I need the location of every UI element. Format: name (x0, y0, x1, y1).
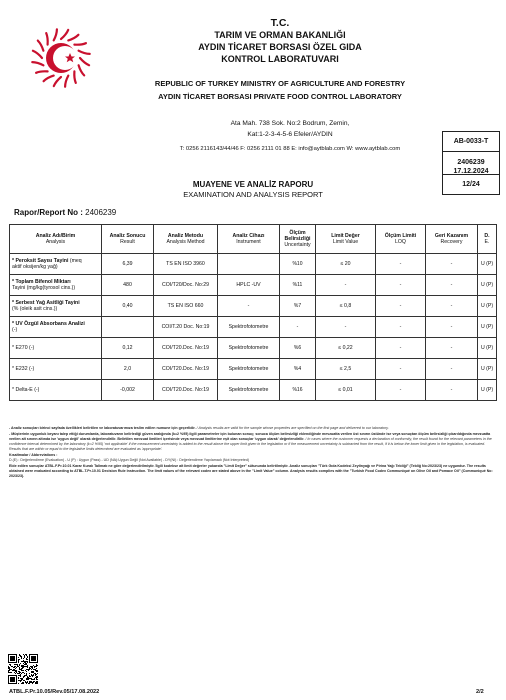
result-cell: 2,0 (102, 359, 154, 380)
report-title-en: EXAMINATION AND ANALYSIS REPORT (183, 190, 323, 199)
reference-number: 2406239 (443, 152, 499, 175)
parameter-subtext: (% (oleik asit cins.)) (12, 306, 58, 312)
recovery-cell: - (426, 338, 478, 359)
parameter-cell (10, 380, 102, 401)
report-number-value: 2406239 (82, 208, 117, 217)
note-2 (9, 432, 496, 452)
result-cell: 0,40 (102, 296, 154, 317)
instrument-cell (218, 254, 280, 275)
column-header (280, 225, 316, 254)
parameter-name: * UV Özgül Absorbans Analizi (12, 321, 85, 327)
instrument-cell: Spektrofotometre (218, 359, 280, 380)
note-3 (9, 464, 496, 479)
parameter-cell (10, 338, 102, 359)
result-cell (102, 317, 154, 338)
note-1 (9, 426, 496, 431)
recovery-cell: - (426, 275, 478, 296)
limit-cell: ≤ 20 (316, 254, 376, 275)
table-row (10, 359, 497, 380)
recovery-cell: - (426, 296, 478, 317)
limit-cell: ≤ 0,22 (316, 338, 376, 359)
parameter-subtext: * E232 (-) (12, 366, 35, 372)
column-header-tr: Limit Değer (331, 233, 360, 239)
method-cell: TS EN ISO 660 (154, 296, 218, 317)
parameter-cell (10, 317, 102, 338)
column-header-en: Limit Value (332, 239, 359, 245)
column-header-en: Analysis (45, 239, 66, 245)
uncertainty-cell: %4 (280, 359, 316, 380)
contact-info: T: 0256 2116143/44/46 F: 0256 2111 01 88 E: info@aytblab.com W: www.aytblab.com (179, 146, 401, 152)
de-cell: U (P) (478, 296, 497, 317)
recovery-cell: - (426, 359, 478, 380)
limit-cell: ≤ 0,8 (316, 296, 376, 317)
note-2-en: / In cases where the customer requests a declaration of conformity, the result found for the relevant parameters in the confidence interval determined by the laboratory (k=2 %95) 'not applicable' if the measurement uncertainty is added to the result above the upper limit given in the legislation or if the measurement uncertainty is subtracted from the result, if it is below the lower limit given in the legislation, is evaluated. Results that are within or equal to the legislative limits determined are evaluated as 'appropriate'. (9, 437, 492, 451)
limit-cell: - (316, 275, 376, 296)
uncertainty-cell: %11 (280, 275, 316, 296)
table-row (10, 275, 497, 296)
note-2-tr: - Müşterinin uygunluk beyanı talep ettiği durumlarda, laboratuvarın belirlediği güven aralığında (k=2 %95) ilgili parametreler için bulunan sonuç; sonuca ölçüm belirsizliği eklendiğinde mevzuatta verilen üst sınırın üstünde ise veya sonuçtan ölçüm belirsizliği çıkarıldığında mevzuatta verilen alt sınırın altında ise 'uygun değil' olarak değerlendirilir. Belirtilen mevzuat limitleri içerisinde veya mevzuat limitlerine eşit olan sonuçlar 'uygun olarak' değerlendirilir. (9, 432, 491, 441)
ministry-logo-icon (29, 26, 93, 90)
note-3-text: Elde edilen sonuçlar ATBL.F.Pr.10.01 Karar Kuralı Talimatı ne göre değerlendirilmiştir. İlgili kodekse ait limit değerler yukarıda "Limit Değer" sütununda belirtilmiştir. Analiz sonuçları "Türk Gıda Kodeksi Zeytinyağı ve Pirina Yağı Tebliği" (Tebliğ No:2023/23) ne uygundur. The results obtained were evaluated according to ATBL.T.Pr.10.01 Decision Rule Instruction. The limit values of the relevant codex are stated above in the "Limit Value" column. Analysis results complies with the "Turkish Food Codex Communiqué on Olive Oil and Pomace Oil" (Communiqué No: 2023/23). (9, 464, 493, 478)
column-header-en: Result (120, 239, 135, 245)
column-header (154, 225, 218, 254)
limit-cell: ≤ 0,01 (316, 380, 376, 401)
column-header (426, 225, 478, 254)
column-header-en: Recovery (440, 239, 463, 245)
parameter-cell (10, 296, 102, 317)
loq-cell: - (376, 380, 426, 401)
column-header-en: Instrument (236, 239, 261, 245)
method-cell: COI/T20.Doc. No:19 (154, 338, 218, 359)
method-cell: COI/T20.Doc. No:19 (154, 380, 218, 401)
table-row (10, 317, 497, 338)
parameter-subtext: Tayini (mg/kg(tyrosol cins.)) (12, 285, 76, 291)
loq-cell: - (376, 296, 426, 317)
column-header-tr: Analiz Metodu (167, 233, 204, 239)
column-header-tr: Analiz Cihazı (232, 233, 265, 239)
uncertainty-cell: - (280, 317, 316, 338)
parameter-cell (10, 275, 102, 296)
parameter-subtext: aktif oksijen/kg yağ) (12, 264, 58, 270)
address-line1: Ata Mah. 738 Sok. No:2 Bodrum, Zemin, (230, 120, 350, 127)
method-cell: COI/T20/Doc. No:29 (154, 275, 218, 296)
report-number (14, 208, 116, 217)
column-header (316, 225, 376, 254)
column-header-tr: Ölçüm Limiti (384, 233, 417, 239)
parameter-cell (10, 254, 102, 275)
report-number-label: Rapor/Report No : (14, 208, 83, 217)
report-title-tr: MUAYENE VE ANALİZ RAPORU (192, 180, 314, 189)
method-cell: COI/T20.Doc. No:19 (154, 359, 218, 380)
column-header-en: LOQ (395, 239, 406, 245)
instrument-cell: Spektrofotometre (218, 317, 280, 338)
loq-cell: - (376, 359, 426, 380)
issue-number: 12/24 (462, 181, 480, 188)
instrument-cell: Spektrofotometre (218, 380, 280, 401)
de-cell: U (P) (478, 338, 497, 359)
address-line2: Kat:1-2-3-4-5-6 Efeler/AYDIN (247, 131, 333, 138)
table-row (10, 296, 497, 317)
results-table (9, 224, 497, 401)
parameter-cell (10, 359, 102, 380)
column-header-tr: Geri Kazanım (434, 233, 469, 239)
method-cell: COI/T.20 Doc. No:19 (154, 317, 218, 338)
column-header-tr: Ölçüm Belirsizliği (284, 230, 311, 242)
page-number: 2/2 (476, 689, 484, 695)
de-cell: U (P) (478, 359, 497, 380)
loq-cell: - (376, 275, 426, 296)
limit-cell: - (316, 317, 376, 338)
instrument-cell: - (218, 296, 280, 317)
column-header (218, 225, 280, 254)
column-header-en: Analysis Method (166, 239, 205, 245)
parameter-name: * Serbest Yağ Asitliği Tayini (12, 300, 80, 306)
table-row (10, 254, 497, 275)
note-1-tr: - Analiz sonuçları birinci sayfada özellikleri belirtilen ve laboratuvarımıza teslim edilen numune için geçerlidir. (9, 426, 196, 430)
limit-cell: ≤ 2,5 (316, 359, 376, 380)
report-date: 17.12.2024 (453, 168, 489, 175)
result-cell: -0,002 (102, 380, 154, 401)
lab-name-en: AYDIN TİCARET BORSASI PRIVATE FOOD CONTROL LABORATORY (158, 92, 402, 101)
de-cell: U (P) (478, 380, 497, 401)
column-header (376, 225, 426, 254)
uncertainty-cell: %10 (280, 254, 316, 275)
parameter-unit: (meq (68, 258, 82, 264)
column-header-tr: Analiz Sonucu (109, 233, 146, 239)
table-row (10, 380, 497, 401)
result-cell: 480 (102, 275, 154, 296)
loq-cell: - (376, 254, 426, 275)
column-header-en: Uncertainty (284, 242, 311, 248)
uncertainty-cell: %16 (280, 380, 316, 401)
qr-code-icon (8, 654, 38, 684)
de-cell: U (P) (478, 275, 497, 296)
column-header (102, 225, 154, 254)
method-cell: TS EN ISO 3960 (154, 254, 218, 275)
parameter-name: * Toplam Bifenol Miktarı (12, 279, 71, 285)
parameter-subtext: (-) (12, 327, 18, 333)
loq-cell: - (376, 317, 426, 338)
parameter-subtext: * Delta-E (-) (12, 387, 40, 393)
uncertainty-cell: %6 (280, 338, 316, 359)
column-header (478, 225, 497, 254)
result-cell: 6,39 (102, 254, 154, 275)
recovery-cell: - (426, 380, 478, 401)
abbreviations-title: Kısaltmalar / Abbreviations : (9, 453, 58, 457)
parameter-name: * Peroksit Sayısı Tayini (12, 258, 69, 264)
lab-name-tr-line1: AYDIN TİCARET BORSASI ÖZEL GIDA (198, 42, 362, 52)
document-code: AB-0033-T (443, 132, 499, 152)
table-header-row (10, 225, 497, 254)
instrument-cell: HPLC -UV (218, 275, 280, 296)
column-header (10, 225, 102, 254)
result-cell: 0,12 (102, 338, 154, 359)
table-row (10, 338, 497, 359)
column-header-tr: Analiz Adı/Birim (35, 233, 76, 239)
de-cell: U (P) (478, 317, 497, 338)
parameter-subtext: * E270 (-) (12, 345, 35, 351)
instrument-cell: Spektrofotometre (218, 338, 280, 359)
lab-name-tr-line2: KONTROL LABORATUVARI (221, 54, 339, 64)
form-code: ATBL.F.Pr.10.05/Rev.05/17.08.2022 (9, 689, 100, 695)
header-tc: T.C. (270, 17, 290, 29)
recovery-cell: - (426, 254, 478, 275)
abbreviations-body: D.(E) : Değerlendirme (Evaluation) - U (P) : Uygun (Pass) - UD (NA):Uygun Değil (Not Available) - DY(NI) : Değerlendirme Yapılamadı (Not Interpreted) (9, 458, 250, 462)
column-header-en: E. (484, 239, 490, 245)
note-1-en: / Analysis results are valid for the sample whose properties are specified on the first page and delivered to our laboratory. (195, 426, 389, 430)
ministry-name-tr: TARIM VE ORMAN BAKANLIĞI (214, 30, 346, 40)
de-cell: U (P) (478, 254, 497, 275)
abbreviations (9, 453, 496, 463)
loq-cell: - (376, 338, 426, 359)
column-header-tr: D. (484, 233, 490, 239)
uncertainty-cell: %7 (280, 296, 316, 317)
ministry-name-en: REPUBLIC OF TURKEY MINISTRY OF AGRICULTURE AND FORESTRY (154, 79, 406, 88)
recovery-cell: - (426, 317, 478, 338)
notes-section (9, 426, 496, 480)
